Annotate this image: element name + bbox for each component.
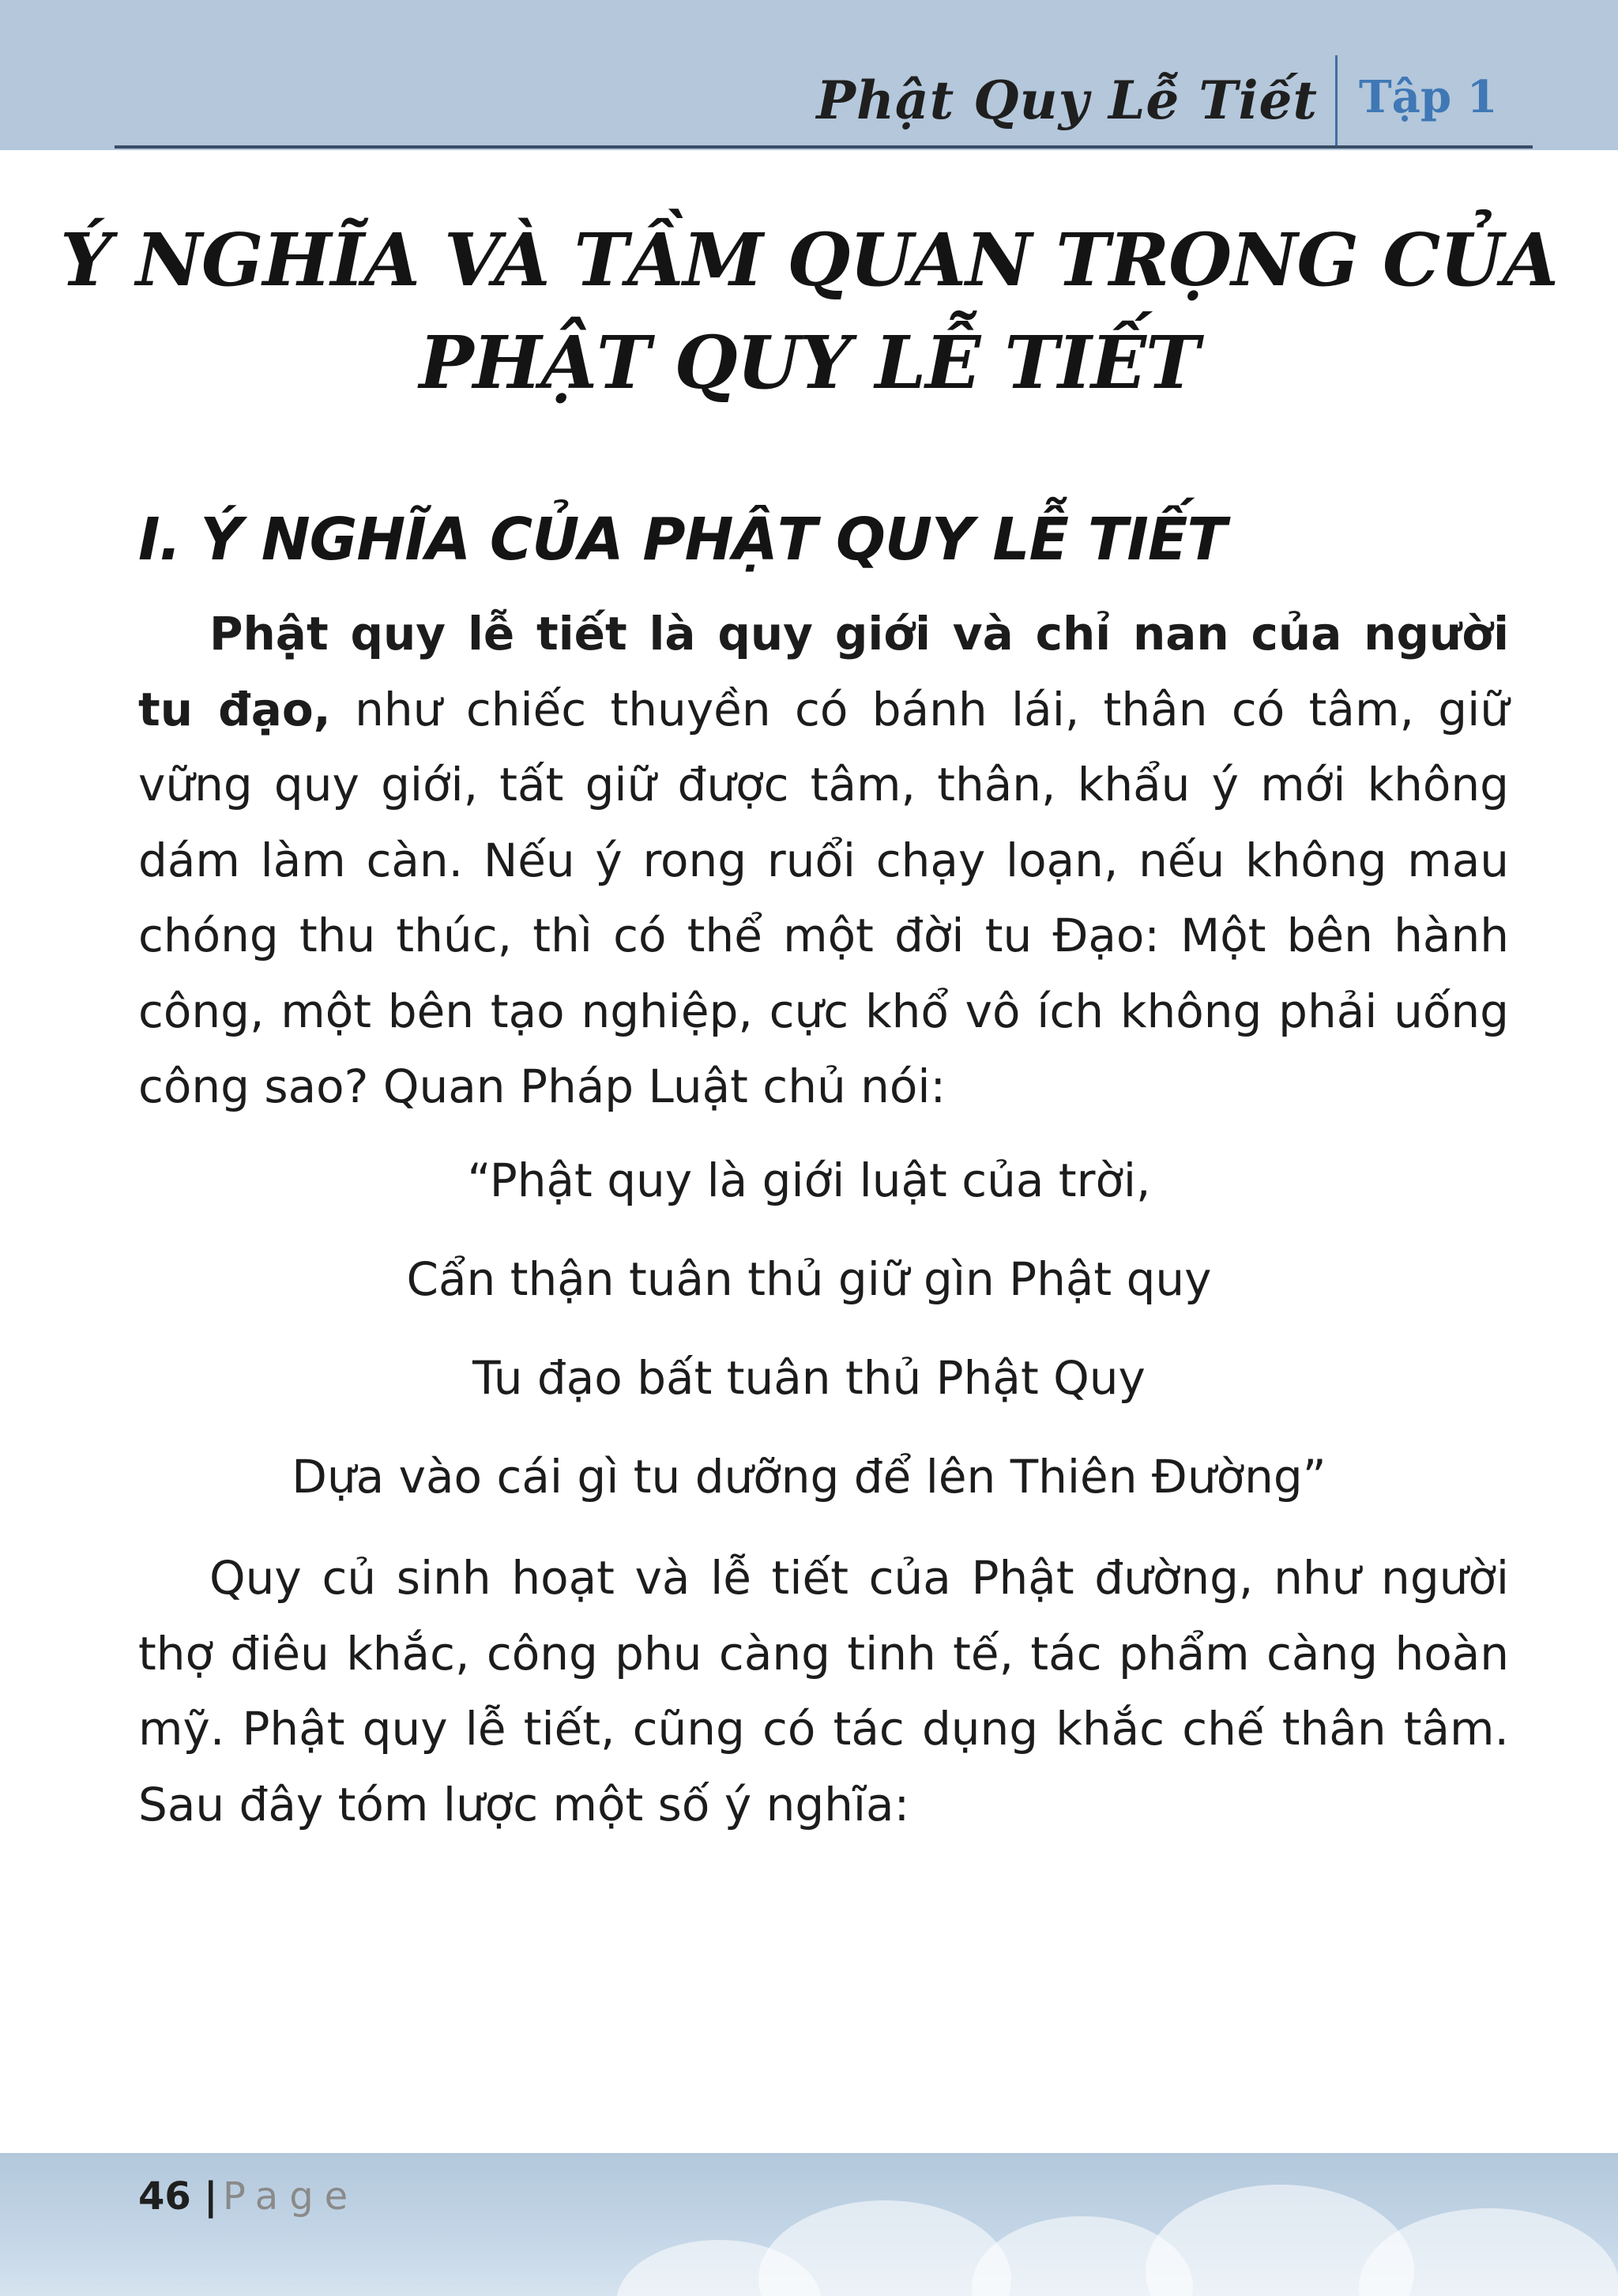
footer-cloud-decoration bbox=[1359, 2208, 1618, 2296]
verse-line-3: Tu đạo bất tuân thủ Phật Quy bbox=[472, 1351, 1146, 1405]
page-label: Page bbox=[223, 2174, 359, 2219]
page-title-line-1: Ý NGHĨA VÀ TẦM QUAN TRỌNG CỦA bbox=[60, 217, 1558, 303]
book-title: Phật Quy Lễ Tiết bbox=[816, 70, 1318, 131]
paragraph-1-text: như chiếc thuyền có bánh lái, thân có tâm, giữ vững quy giới, tất giữ được tâm, thân, khẩu ý mới không dám làm càn. Nếu ý rong ruổi chạy loạn, nếu không mau chóng thu thúc, thì có thể một đời tu Đạo: Một bên hành công, một bên tạo nghiệp, cực khổ vô ích không phải uống công sao? Quan Pháp Luật chủ nói: bbox=[138, 682, 1509, 1113]
page-title-line-2: PHẬT QUY LỄ TIẾT bbox=[419, 320, 1199, 405]
page-number: 46 bbox=[138, 2174, 191, 2219]
verse-line-2: Cẩn thận tuân thủ giữ gìn Phật quy bbox=[406, 1252, 1212, 1306]
section-heading: I. Ý NGHĨA CỦA PHẬT QUY LỄ TIẾT bbox=[138, 506, 1226, 574]
paragraph-1 bbox=[138, 597, 1509, 1125]
paragraph-2 bbox=[138, 1541, 1509, 1842]
header-rule bbox=[115, 145, 1533, 149]
page-separator: | bbox=[204, 2174, 218, 2219]
volume-label: Tập 1 bbox=[1359, 71, 1498, 123]
verse-line-4: Dựa vào cái gì tu dưỡng để lên Thiên Đường” bbox=[292, 1450, 1326, 1504]
header-separator bbox=[1335, 55, 1338, 145]
paragraph-2-text: Quy củ sinh hoạt và lễ tiết của Phật đường, như người thợ điêu khắc, công phu càng tinh tế, tác phẩm càng hoàn mỹ. Phật quy lễ tiết, cũng có tác dụng khắc chế thân tâm. Sau đây tóm lược một số ý nghĩa: bbox=[138, 1551, 1509, 1831]
paragraph-1-bold-lead: Phật quy lễ tiết là quy giới và chỉ nan của người tu đạo, bbox=[138, 607, 1509, 736]
verse-line-1: “Phật quy là giới luật của trời, bbox=[467, 1154, 1151, 1207]
